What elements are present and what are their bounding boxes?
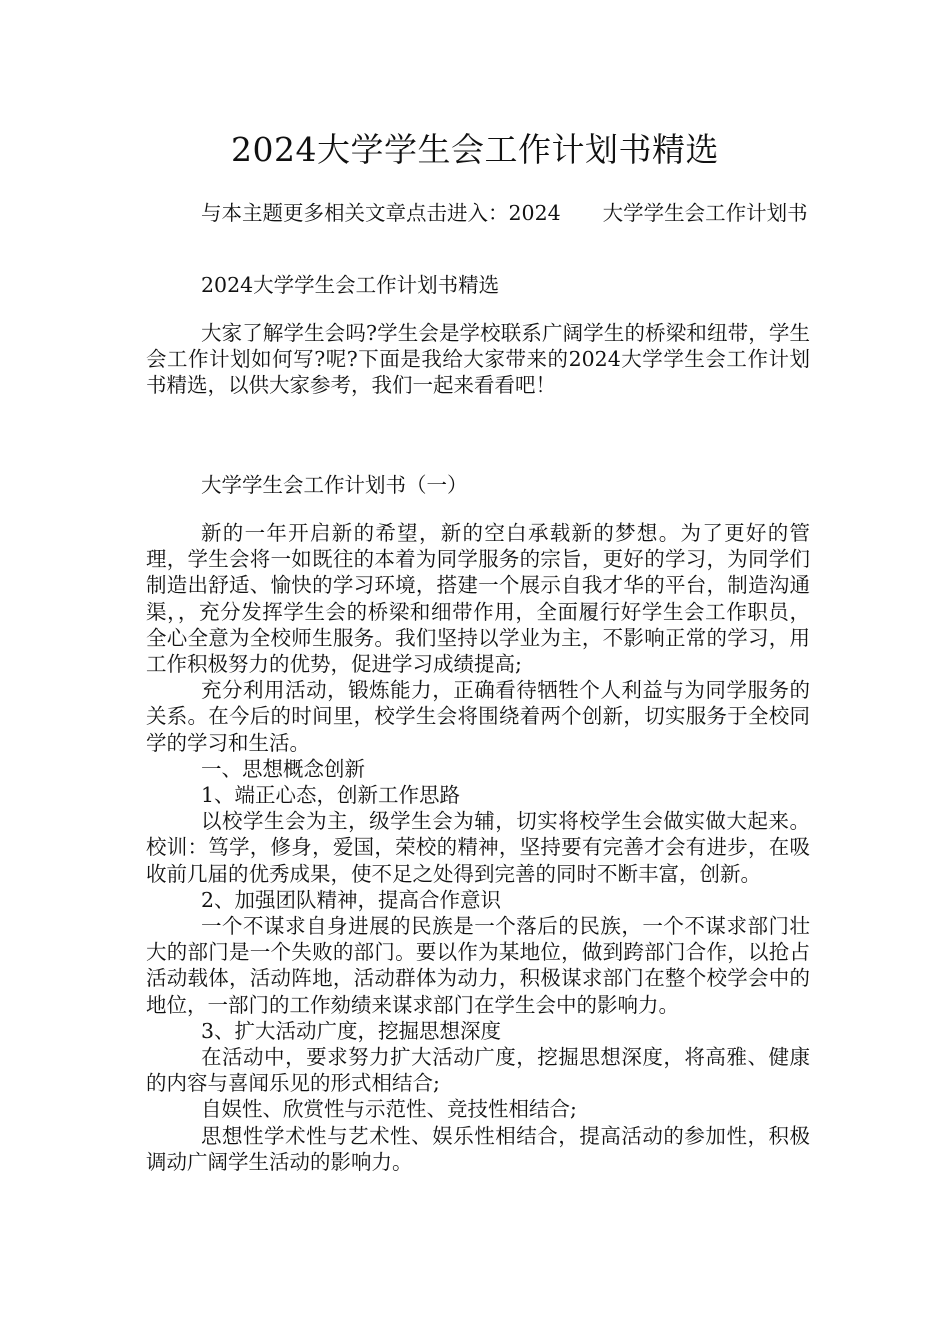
- body-text: [146, 520, 810, 1175]
- body-paragraph: 思想性学术性与艺术性、娱乐性相结合，提高活动的参加性，积极调动广阔学生活动的影响力。: [146, 1123, 810, 1174]
- body-paragraph: 新的一年开启新的希望，新的空白承载新的梦想。为了更好的管理，学生会将一如既往的本着为同学服务的宗旨，更好的学习，为同学们制造出舒适、愉快的学习环境，搭建一个展示自我才华的平台，制造沟通渠，，充分发挥学生会的桥梁和细带作用，全面履行好学生会工作职员，全心全意为全校师生服务。我们坚持以学业为主，不影响正常的学习，用工作积极努力的优势，促进学习成绩提高;: [146, 521, 810, 677]
- body-subheading: 3、扩大活动广度，挖掘思想深度: [201, 1018, 502, 1043]
- body-paragraph: 以校学生会为主，级学生会为辅，切实将校学生会做实做大起来。校训：笃学，修身，爱国，荣校的精神，坚持要有完善才会有进步，在吸收前几届的优秀成果，使不足之处得到完善的同时不断丰富，创新。: [146, 809, 810, 886]
- related-articles-line: [146, 200, 810, 226]
- related-topic-link[interactable]: 大学学生会工作计划书: [602, 201, 808, 225]
- related-prefix: 与本主题更多相关文章点击进入：: [201, 201, 509, 225]
- intro-paragraph: 大家了解学生会吗?学生会是学校联系广阔学生的桥梁和纽带，学生会工作计划如何写?呢?下面是我给大家带来的2024大学学生会工作计划书精选，以供大家参考，我们一起来看看吧！: [146, 321, 810, 398]
- body-heading: 一、思想概念创新: [201, 756, 365, 781]
- related-year[interactable]: 2024: [508, 201, 561, 225]
- document-title: 2024大学学生会工作计划书精选: [231, 130, 719, 169]
- body-paragraph: 自娱性、欣赏性与示范性、竞技性相结合;: [201, 1097, 577, 1122]
- body-paragraph: 充分利用活动，锻炼能力，正确看待牺牲个人利益与为同学服务的关系。在今后的时间里，校学生会将围绕着两个创新，切实服务于全校同学的学习和生活。: [146, 678, 810, 755]
- body-paragraph: 一个不谋求自身进展的民族是一个落后的民族，一个不谋求部门壮大的部门是一个失败的部门。要以作为某地位，做到跨部门合作，以抢占活动载体，活动阵地，活动群体为动力，积极谋求部门在整个校学会中的地位，一部门的工作劾绩来谋求部门在学生会中的影响力。: [146, 914, 810, 1017]
- document-subtitle: 2024大学学生会工作计划书精选: [201, 273, 500, 297]
- body-subheading: 2、加强团队精神，提高合作意识: [201, 887, 502, 912]
- section-title: 大学学生会工作计划书（一）: [201, 473, 468, 497]
- body-subheading: 1、端正心态，创新工作思路: [201, 783, 461, 808]
- body-paragraph: 在活动中，要求努力扩大活动广度，挖掘思想深度，将高雅、健康的内容与喜闻乐见的形式相结合;: [146, 1045, 810, 1096]
